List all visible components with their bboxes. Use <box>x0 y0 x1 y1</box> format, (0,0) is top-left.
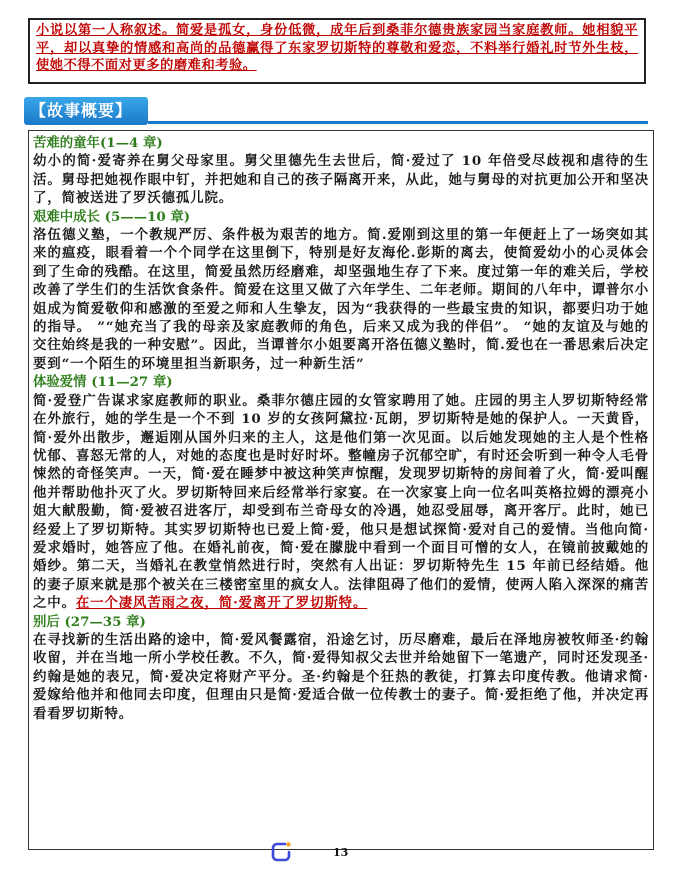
section-body-growth: 洛伍德义塾，一个教规严厉、条件极为艰苦的地方。简.爱刚到这里的第一年便赶上了一场突如其来的瘟疫，眼看着一个个同学在这里倒下，特别是好友海伦.彭斯的离去，使简爱幼小的心灵体会到了生命的残酷。在这里，简爱虽然历经磨难，却坚强地生存了下来。度过第一年的难关后，学校改善了学生们的生活饮食条件。简爱在这里又做了六年学生、二年老师。期间的八年中，谭普尔小姐成为简爱敬仰和感激的至爱之师和人生挚友，因为“我获得的一些最宝贵的知识，都要归功于她的指导。 ”“她充当了我的母亲及家庭教师的角色，后来又成为我的伴侣”。 “她的友谊及与她的交往始终是我的一种安慰”。因此，当谭普尔小姐要离开洛伍德义塾时，简.爱也在一番思索后决定要到“一个陌生的环境里担当新职务，过一种新生活” <box>33 227 649 372</box>
section-title-separation: 别后 (27—35 章) <box>33 613 146 630</box>
intro-box <box>28 18 646 84</box>
intro-text: 小说以第一人称叙述。简爱是孤女，身份低微，成年后到桑菲尔德贵族家园当家庭教师。她相貌平平，却以真挚的情感和高尚的品德赢得了东家罗切斯特的尊敬和爱恋，不料举行婚礼时节外生枝，使她不得不面对更多的磨难和考验。 <box>36 23 638 73</box>
section-body-separation: 在寻找新的生活出路的途中，简·爱风餐露宿，沿途乞讨，历尽磨难，最后在泽地房被牧师圣·约翰收留，并在当地一所小学校任教。不久，简·爱得知叔父去世并给她留下一笔遗产，同时还发现圣·约翰是她的表兄，简·爱决定将财产平分。圣·约翰是个狂热的教徒，打算去印度传教。他请求简·爱嫁给他并和他同去印度，但理由只是简·爱适合做一位传教士的妻子。简·爱拒绝了他，并决定再看看罗切斯特。 <box>33 631 649 722</box>
section-title-childhood: 苦难的童年(1—4 章) <box>33 135 163 151</box>
section-header-label: 【故事概要】 <box>30 101 133 120</box>
section-body-love-highlight: 在一个凄风苦雨之夜，简·爱离开了罗切斯特。 <box>75 595 368 612</box>
page-number: 13 <box>333 846 349 859</box>
section-body-childhood: 幼小的简·爱寄养在舅父母家里。舅父里德先生去世后，简·爱过了 10 年倍受尽歧视和虐待的生活。舅母把她视作眼中钉，并把她和自己的孩子隔离开来，从此，她与舅母的对抗更加公开和坚决了，简被送进了罗沃德孤儿院。 <box>33 153 649 207</box>
section-body-love-text: 简·爱登广告谋求家庭教师的职业。桑菲尔德庄园的女管家聘用了她。庄园的男主人罗切斯特经常在外旅行，她的学生是一个不到 10 岁的女孩阿黛拉·瓦朗，罗切斯特是她的保护人。一天黄昏，简·爱外出散步，邂逅刚从国外归来的主人，这是他们第一次见面。以后她发现她的主人是个性格忧郁、喜怒无常的人，对她的态度也是时好时坏。整幢房子沉郁空旷，有时还会听到一种令人毛骨悚然的奇怪笑声。一天，简·爱在睡梦中被这种笑声惊醒，发现罗切斯特的房间着了火，简·爱叫醒他并帮助他扑灭了火。罗切斯特回来后经常举行家宴。在一次家宴上向一位名叫英格拉姆的漂亮小姐大献殷勤，简·爱被召进客厅，却受到布兰奇母女的冷遇，她忍受屈辱，离开客厅。此时，她已经爱上了罗切斯特。其实罗切斯特也已爱上简·爱，他只是想试探简·爱对自己的爱情。当他向简·爱求婚时，她答应了他。在婚礼前夜，简·爱在朦胧中看到一个面目可憎的女人，在镜前披戴她的婚纱。第二天，当婚礼在教堂悄然进行时，突然有人出证：罗切斯特先生 15 年前已经结婚。他的妻子原来就是那个被关在三楼密室里的疯女人。法律阻碍了他们的爱情，使两人陷入深深的痛苦之中。 <box>33 392 649 612</box>
section-title-love: 体验爱情 (11—27 章) <box>33 374 173 391</box>
section-header-rule <box>148 121 648 124</box>
app-logo-icon <box>269 840 293 864</box>
section-body-love <box>33 392 649 613</box>
section-title-growth: 艰难中成长 (5——10 章) <box>33 208 191 225</box>
section-header <box>24 97 648 125</box>
story-summary-box <box>28 130 654 850</box>
section-header-tag <box>24 97 148 125</box>
